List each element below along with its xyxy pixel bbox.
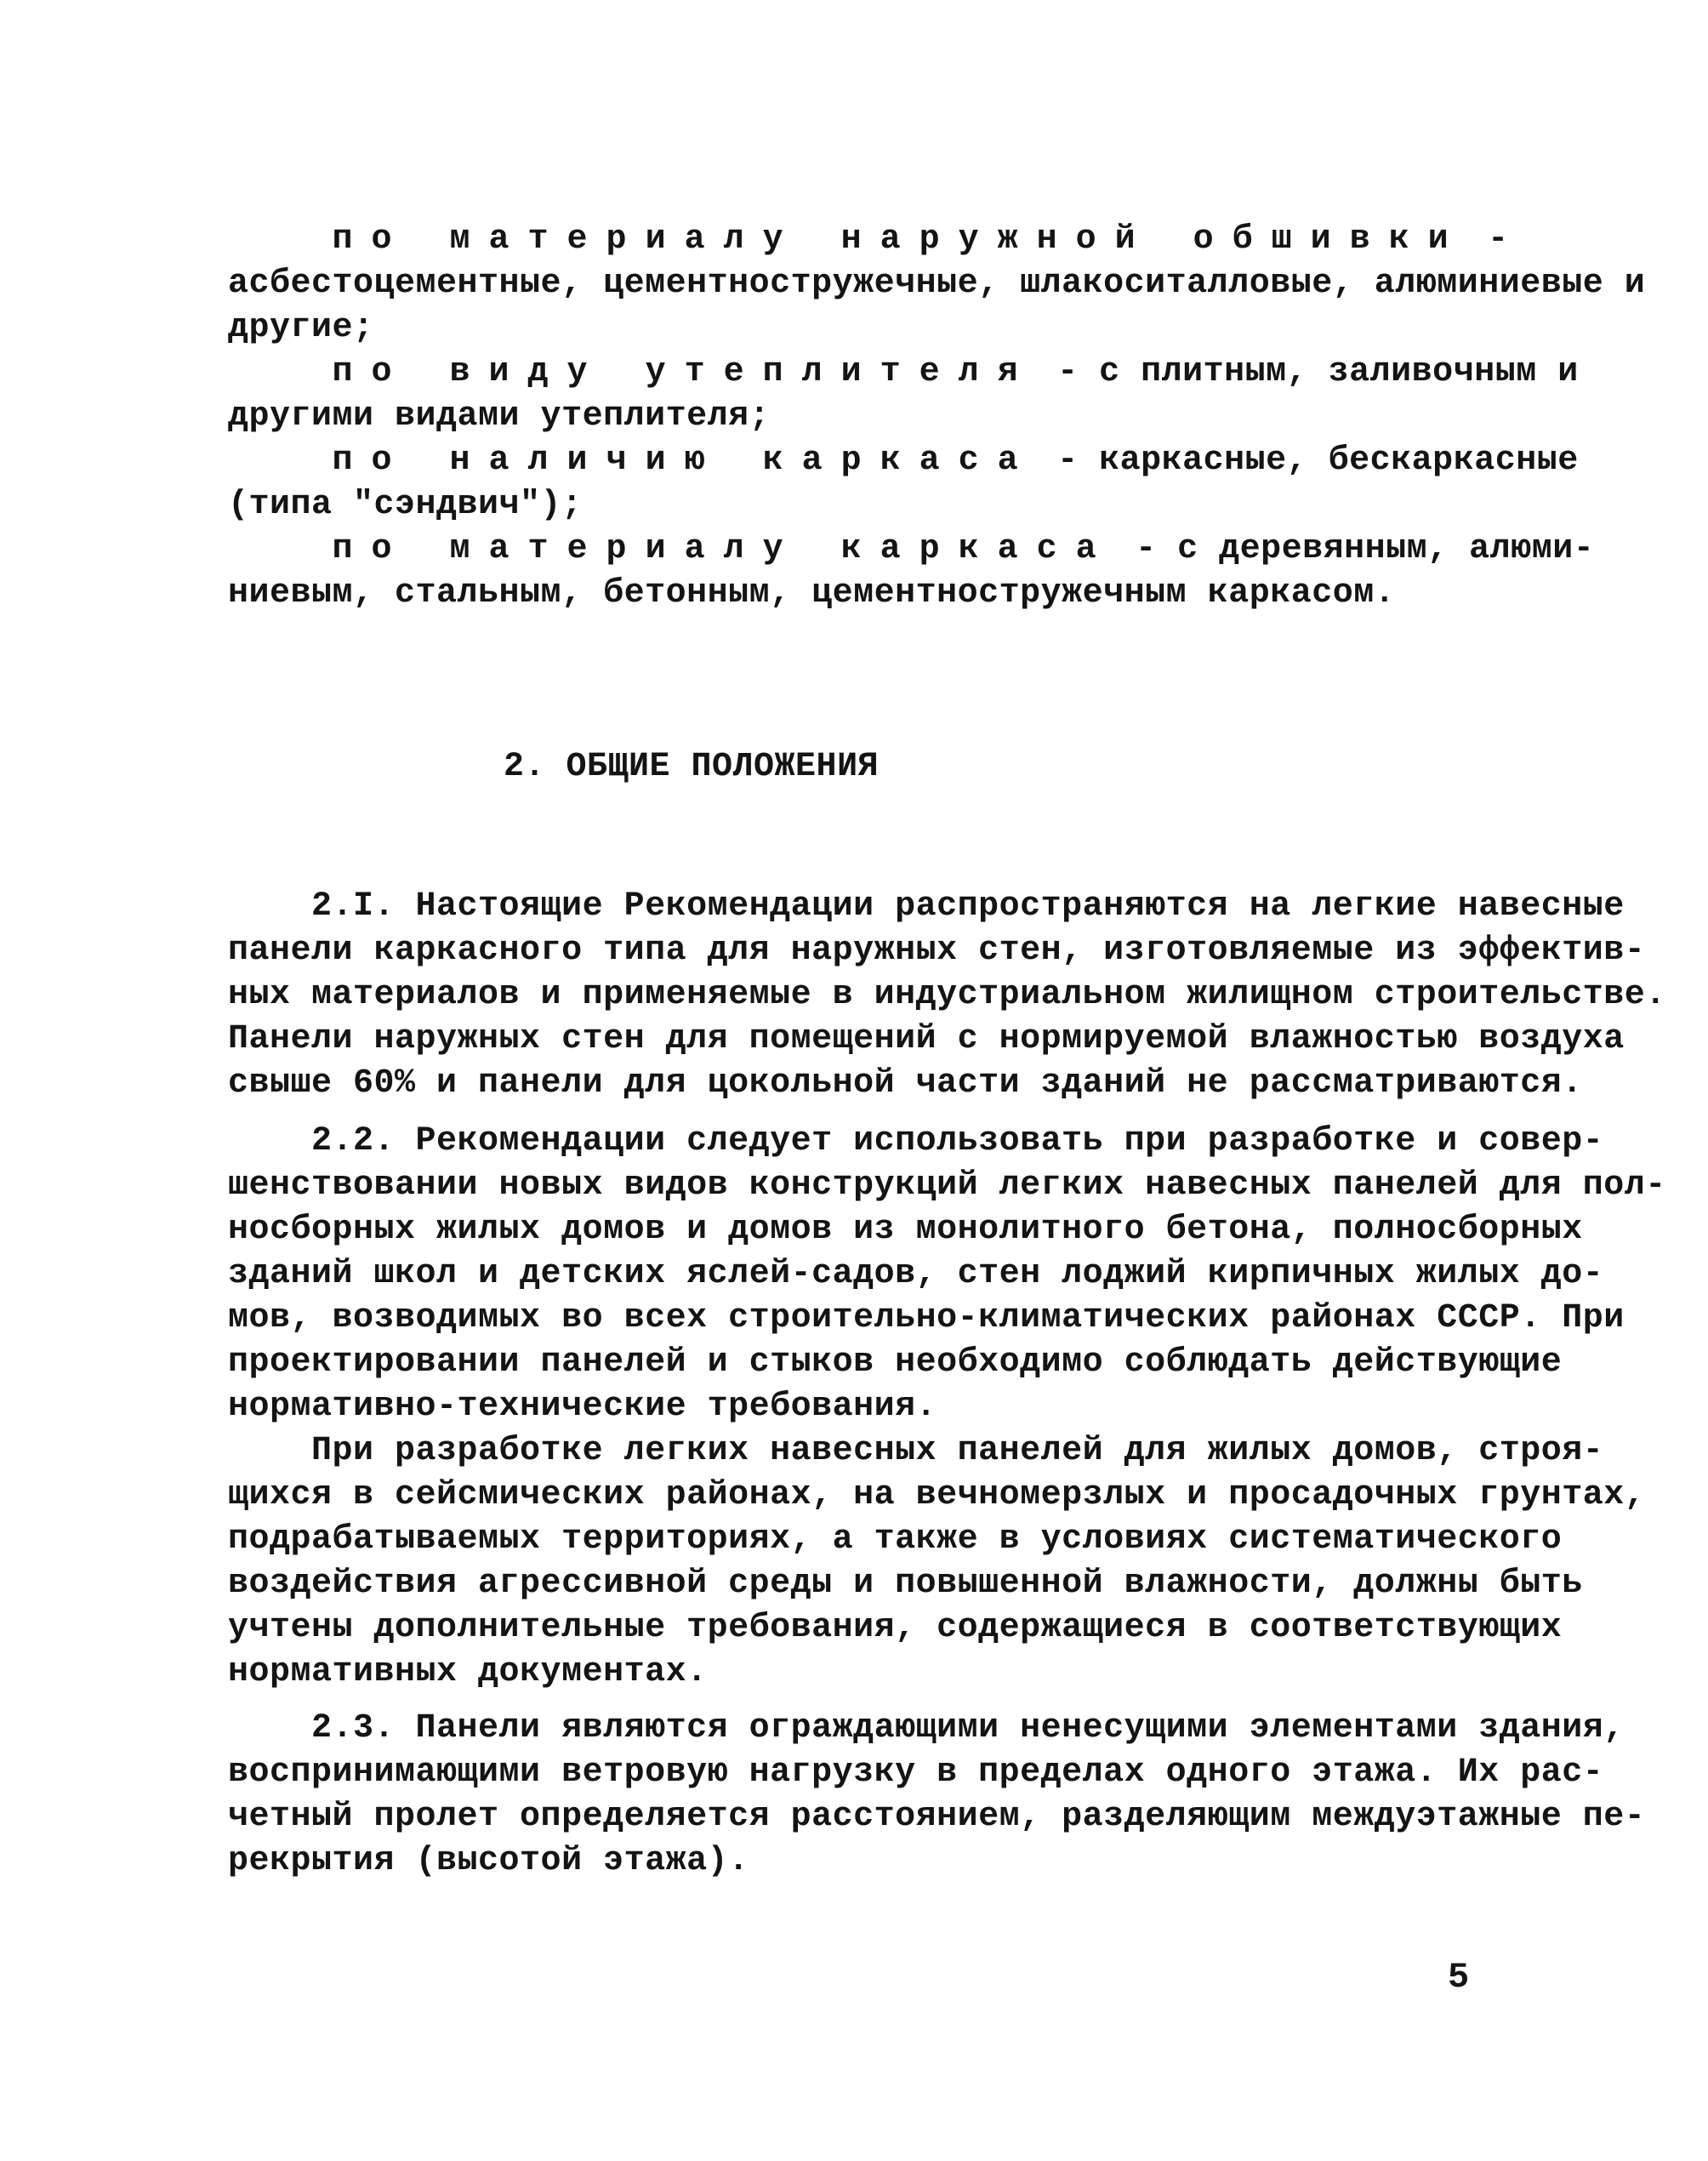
page-number: 5	[1448, 1957, 1470, 1998]
classification-line-6	[228, 439, 1579, 483]
body-line: нормативно-технические требования.	[228, 1388, 937, 1426]
body-line: зданий школ и детских яслей-садов, стен лоджий кирпичных жилых до-	[228, 1255, 1604, 1293]
definition-text: другими видами утеплителя;	[228, 397, 771, 436]
body-line: Панели наружных стен для помещений с нормируемой влажностью воздуха	[228, 1020, 1625, 1058]
spaced-term: по наличию каркаса	[332, 442, 1037, 480]
body-line: подрабатываемых территориях, а также в условиях систематического	[228, 1520, 1563, 1559]
paragraph-indent	[228, 220, 333, 259]
definition-text: - с плитным, заливочным и	[1036, 353, 1579, 391]
definition-text: - с деревянным, алюми-	[1114, 530, 1595, 568]
definition-text: - каркасные, бескаркасные	[1036, 442, 1579, 480]
classification-line-9	[228, 572, 1395, 616]
body-line: мов, возводимых во всех строительно-климатических районах СССР. При	[228, 1299, 1625, 1337]
body-line: носборных жилых домов и домов из монолитного бетона, полносборных	[228, 1211, 1583, 1249]
classification-line-2	[228, 262, 1645, 306]
body-line: панели каркасного типа для наружных стен, изготовляемые из эффектив-	[228, 932, 1646, 970]
classification-line-7	[228, 483, 583, 527]
body-line: шенствовании новых видов конструкций легких навесных панелей для пол-	[228, 1166, 1666, 1205]
body-line: ных материалов и применяемые в индустриальном жилищном строительстве.	[228, 976, 1666, 1014]
classification-line-5	[228, 395, 770, 439]
body-line: рекрытия (высотой этажа).	[228, 1842, 749, 1880]
paragraph-indent	[228, 353, 333, 391]
classification-line-4	[228, 351, 1579, 395]
body-line: проектировании панелей и стыков необходимо соблюдать действующие	[228, 1343, 1563, 1382]
spaced-term: по материалу наружной обшивки	[332, 220, 1467, 259]
body-line: учтены дополнительные требования, содержащиеся в соответствующих	[228, 1609, 1563, 1647]
definition-text: асбестоцементные, цементностружечные, шлакоситалловые, алюминиевые и	[228, 265, 1646, 303]
body-line: щихся в сейсмических районах, на вечномерзлых и просадочных грунтах,	[228, 1476, 1646, 1514]
spaced-term: по виду утеплителя	[332, 353, 1037, 391]
section-heading: 2. ОБЩИЕ ПОЛОЖЕНИЯ	[504, 748, 880, 786]
definition-text: ниевым, стальным, бетонным, цементностружечным каркасом.	[228, 574, 1396, 613]
body-line: При разработке легких навесных панелей для жилых домов, строя-	[228, 1432, 1604, 1470]
body-line: 2.2. Рекомендации следует использовать при разработке и совер-	[228, 1122, 1604, 1160]
body-line: 2.3. Панели являются ограждающими ненесущими элементами здания,	[228, 1709, 1625, 1748]
definition-text: другие;	[228, 309, 374, 347]
body-line: четный пролет определяется расстоянием, разделяющим междуэтажные пе-	[228, 1798, 1646, 1836]
body-line: свыше 60% и панели для цокольной части зданий не рассматриваются.	[228, 1064, 1583, 1103]
definition-text: -	[1466, 220, 1509, 259]
classification-line-3	[228, 306, 374, 351]
paragraph-indent	[228, 530, 333, 568]
body-line: воспринимающими ветровую нагрузку в пределах одного этажа. Их рас-	[228, 1753, 1604, 1792]
spaced-term: по материалу каркаса	[332, 530, 1115, 568]
body-line: 2.I. Настоящие Рекомендации распространяются на легкие навесные	[228, 887, 1625, 926]
classification-line-1	[228, 218, 1509, 262]
paragraph-indent	[228, 442, 333, 480]
body-line: воздействия агрессивной среды и повышенной влажности, должны быть	[228, 1565, 1583, 1603]
body-line: нормативных документах.	[228, 1653, 708, 1691]
classification-line-8	[228, 527, 1594, 572]
definition-text: (типа "сэндвич");	[228, 486, 583, 524]
